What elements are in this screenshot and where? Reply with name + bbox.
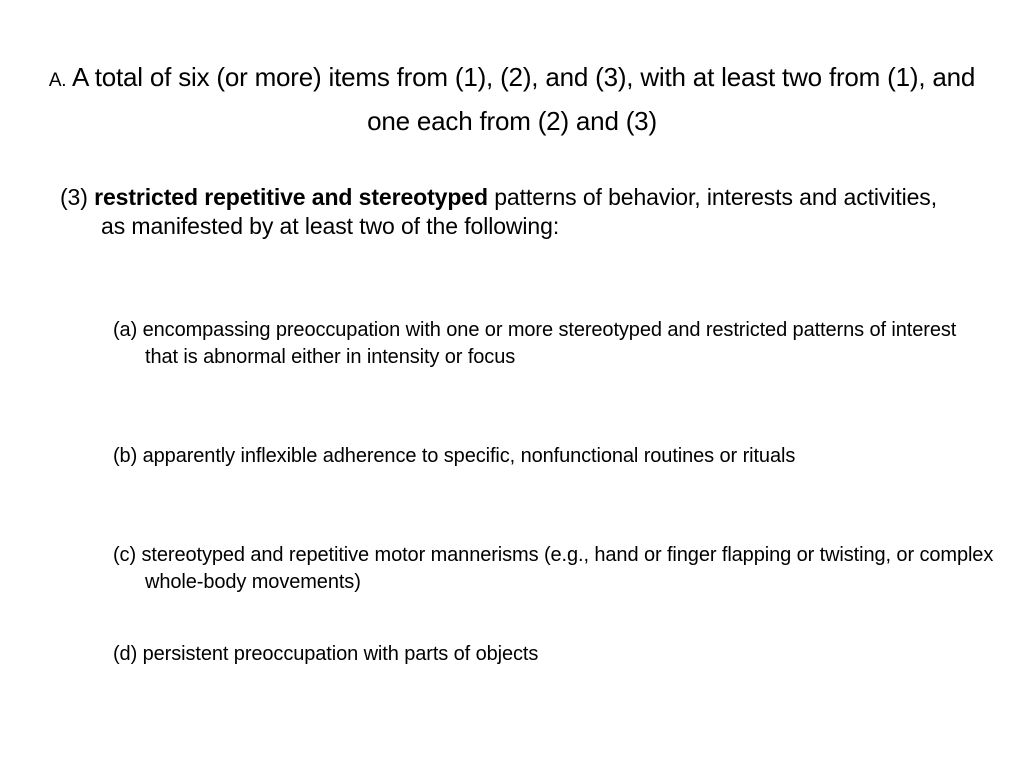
item-label: (b) [113, 445, 138, 467]
item-text: persistent preoccupation with parts of objects [142, 643, 539, 665]
criterion-emphasis: restricted repetitive and stereotyped [94, 184, 488, 210]
item-text: stereotyped and repetitive motor mannerisms (e.g., hand or finger flapping or twisting, or complex whole-body movements) [141, 544, 994, 593]
list-item-b [113, 443, 1005, 470]
list-item-c [113, 542, 1005, 596]
item-text: encompassing preoccupation with one or more stereotyped and restricted patterns of interest that is abnormal either in intensity or focus [142, 319, 957, 368]
list-item-a [113, 317, 965, 371]
title-text: A total of six (or more) items from (1), (2), and (3), with at least two from (1), and one each from (2) and (3) [71, 62, 976, 136]
slide-title [40, 57, 984, 142]
title-prefix: A. [48, 70, 67, 91]
criterion-number: (3) [60, 184, 88, 210]
criterion-text: patterns of behavior, interests and activities, as manifested by at least two of the following: [101, 184, 938, 239]
item-label: (a) [113, 319, 138, 341]
criterion-paragraph [60, 183, 961, 241]
list-item-d [113, 641, 1005, 668]
item-text: apparently inflexible adherence to specific, nonfunctional routines or rituals [142, 445, 796, 467]
item-label: (d) [113, 643, 138, 665]
item-label: (c) [113, 544, 137, 566]
